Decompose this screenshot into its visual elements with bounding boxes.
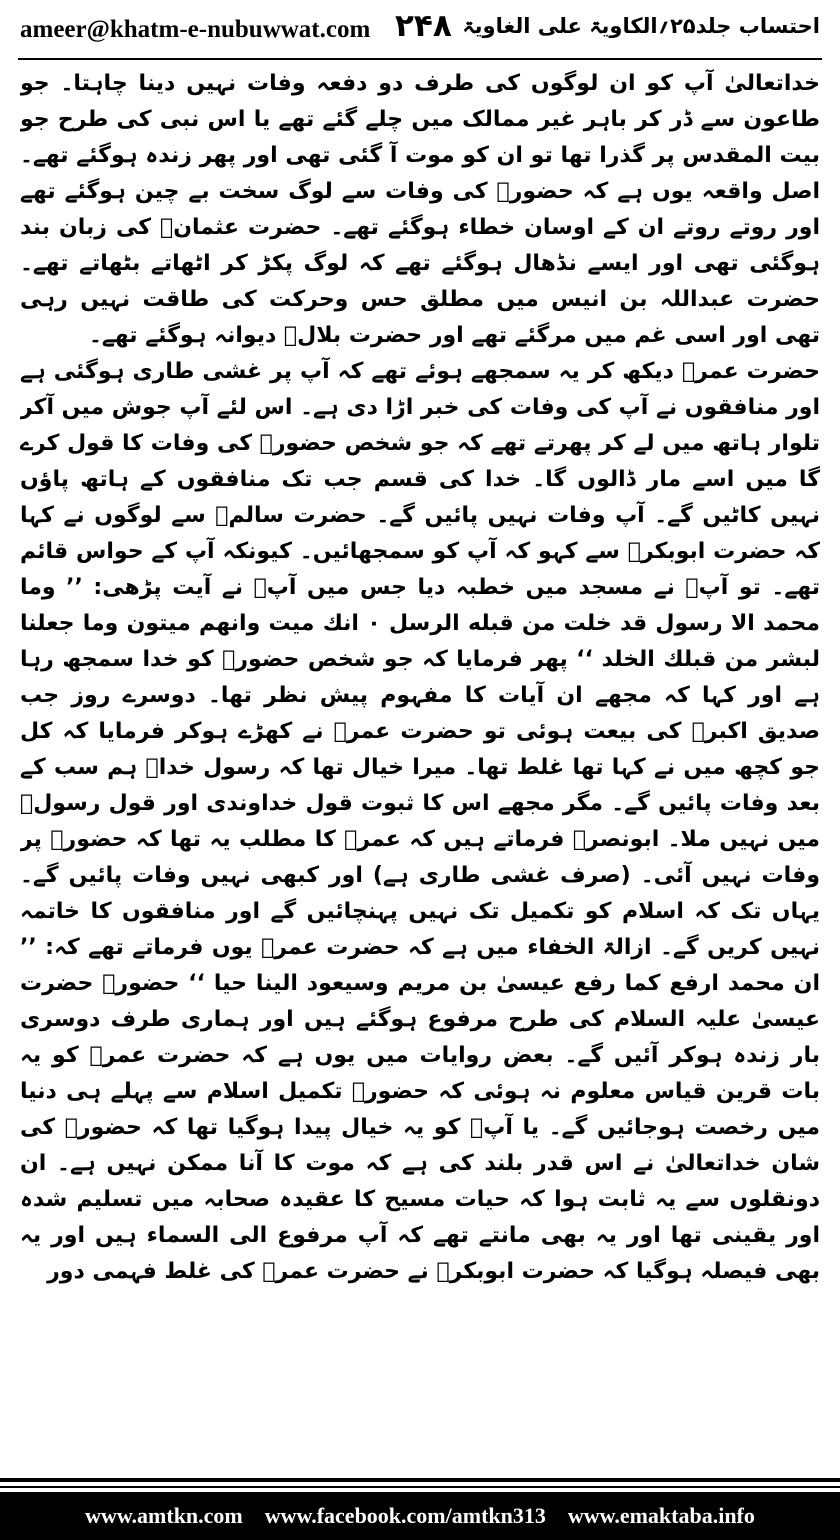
footer-link-amtkn[interactable]: www.amtkn.com	[85, 1503, 243, 1528]
body-paragraph-2: حضرت عمرؓ دیکھ کر یہ سمجھے ہوئے تھے کہ آپ پر غشی طاری ہوگئی ہے اور منافقوں نے آپ کی وفات کی خبر اڑا دی ہے۔ اس لئے آپ جوش میں آکر تلوار ہاتھ میں لے کر پھرتے تھے کہ جو شخص حضورﷺ کی وفات کا قول کرے گا میں اسے مار ڈالوں گا۔ خدا کی قسم جب تک منافقوں کے ہاتھ پاؤں نہیں کاٹیں گے۔ آپ وفات نہیں پائیں گے۔ حضرت سالمؓ سے لوگوں نے کہا کہ حضرت ابوبکرؓ سے کہو کہ آپ کو سمجھائیں۔ کیونکہ آپ کے حواس قائم تھے۔ تو آپؓ نے مسجد میں خطبہ دیا جس میں آپؓ نے آیت پڑھی: ’’ وما محمد الا رسول قد خلت من قبله الرسل ۰ انك ميت وانهم ميتون وما جعلنا لبشر من قبلك الخلد ‘‘ پھر فرمایا کہ جو شخص حضورﷺ کو خدا سمجھ رہا ہے اور کہا کہ مجھے ان آیات کا مفہوم پیش نظر تھا۔ دوسرے روز جب صدیق اکبرؓ کی بیعت ہوئی تو حضرت عمرؓ نے کھڑے ہوکر فرمایا کہ کل جو کچھ میں نے کہا تھا غلط تھا۔ میرا خیال تھا کہ رسول خداﷺ ہم سب کے بعد وفات پائیں گے۔ مگر مجھے اس کا ثبوت قول خداوندی اور قول رسولﷺ میں نہیں ملا۔ ابونصرؒ فرماتے ہیں کہ عمرؓ کا مطلب یہ تھا کہ حضورﷺ پر وفات نہیں آئی۔ (صرف غشی طاری ہے) اور کبھی نہیں وفات پائیں گے۔ یہاں تک کہ اسلام کو تکمیل تک نہیں پہنچائیں گے اور منافقوں کا خاتمہ نہیں کریں گے۔ ازالۃ الخفاء میں ہے کہ حضرت عمرؓ یوں فرماتے تھے کہ: ’’ ان محمد ارفع كما رفع عيسىٰ بن مريم وسيعود الينا حيا ‘‘ حضورﷺ حضرت عیسیٰ علیہ السلام کی طرح مرفوع ہوگئے ہیں اور ہماری طرف دوسری بار زندہ ہوکر آئیں گے۔ بعض روایات میں یوں ہے کہ حضرت عمرؓ کو یہ بات قرین قیاس معلوم نہ ہوئی کہ حضورﷺ تکمیل اسلام سے پہلے ہی دنیا میں رخصت ہوجائیں گے۔ یا آپؓ کو یہ خیال پیدا ہوگیا تھا کہ حضورﷺ کی شان خداتعالیٰ نے اس قدر بلند کی ہے کہ موت کا آنا ممکن نہیں ہے۔ ان دونقلوں سے یہ ثابت ہوا کہ حیات مسیح کا عقیدہ صحابہ میں تسلیم شدہ اور یقینی تھا اور یہ بھی مانتے تھے کہ آپ مرفوع الی السماء ہیں اور یہ بھی فیصلہ ہوگیا کہ حضرت ابوبکرؓ نے حضرت عمرؓ کی غلط فہمی دور	[20, 359, 820, 1284]
page-header	[0, 0, 840, 64]
running-title: احتساب جلد۲۵؍الکاویۃ علی الغاویۃ	[462, 14, 820, 38]
body-paragraph-1: خداتعالیٰ آپ کو ان لوگوں کی طرف دو دفعہ وفات نہیں دینا چاہتا۔ جو طاعون سے ڈر کر باہر غیر ممالک میں چلے گئے تھے یا اس نبی کی طرح جو بیت المقدس پر گذرا تھا تو ان کو موت آ گئی تھی اور پھر زندہ ہوگئے تھے۔ اصل واقعہ یوں ہے کہ حضورﷺ کی وفات سے لوگ سخت بے چین ہوگئے تھے اور روتے روتے ان کے اوسان خطاء ہوگئے تھے۔ حضرت عثمانؓ کی زبان بند ہوگئی تھی اور ایسے نڈھال ہوگئے تھے کہ لوگ پکڑ کر اٹھاتے بٹھاتے تھے۔ حضرت عبداللہ بن انیس میں مطلق حس وحرکت کی طاقت نہیں رہی تھی اور اسی غم میں مرگئے تھے اور حضرت بلالؓ دیوانہ ہوگئے تھے۔	[20, 71, 820, 348]
footer-rule-thin	[0, 1486, 840, 1488]
header-rule	[18, 58, 822, 60]
header-email: ameer@khatm-e-nubuwwat.com	[20, 16, 371, 43]
footer-rule-thick	[0, 1478, 840, 1482]
footer-link-emaktaba[interactable]: www.emaktaba.info	[567, 1503, 755, 1528]
page-footer	[0, 1492, 840, 1540]
page-body	[20, 66, 820, 1462]
page-number: ۲۴۸	[395, 8, 452, 44]
footer-link-facebook[interactable]: www.facebook.com/amtkn313	[264, 1503, 546, 1528]
